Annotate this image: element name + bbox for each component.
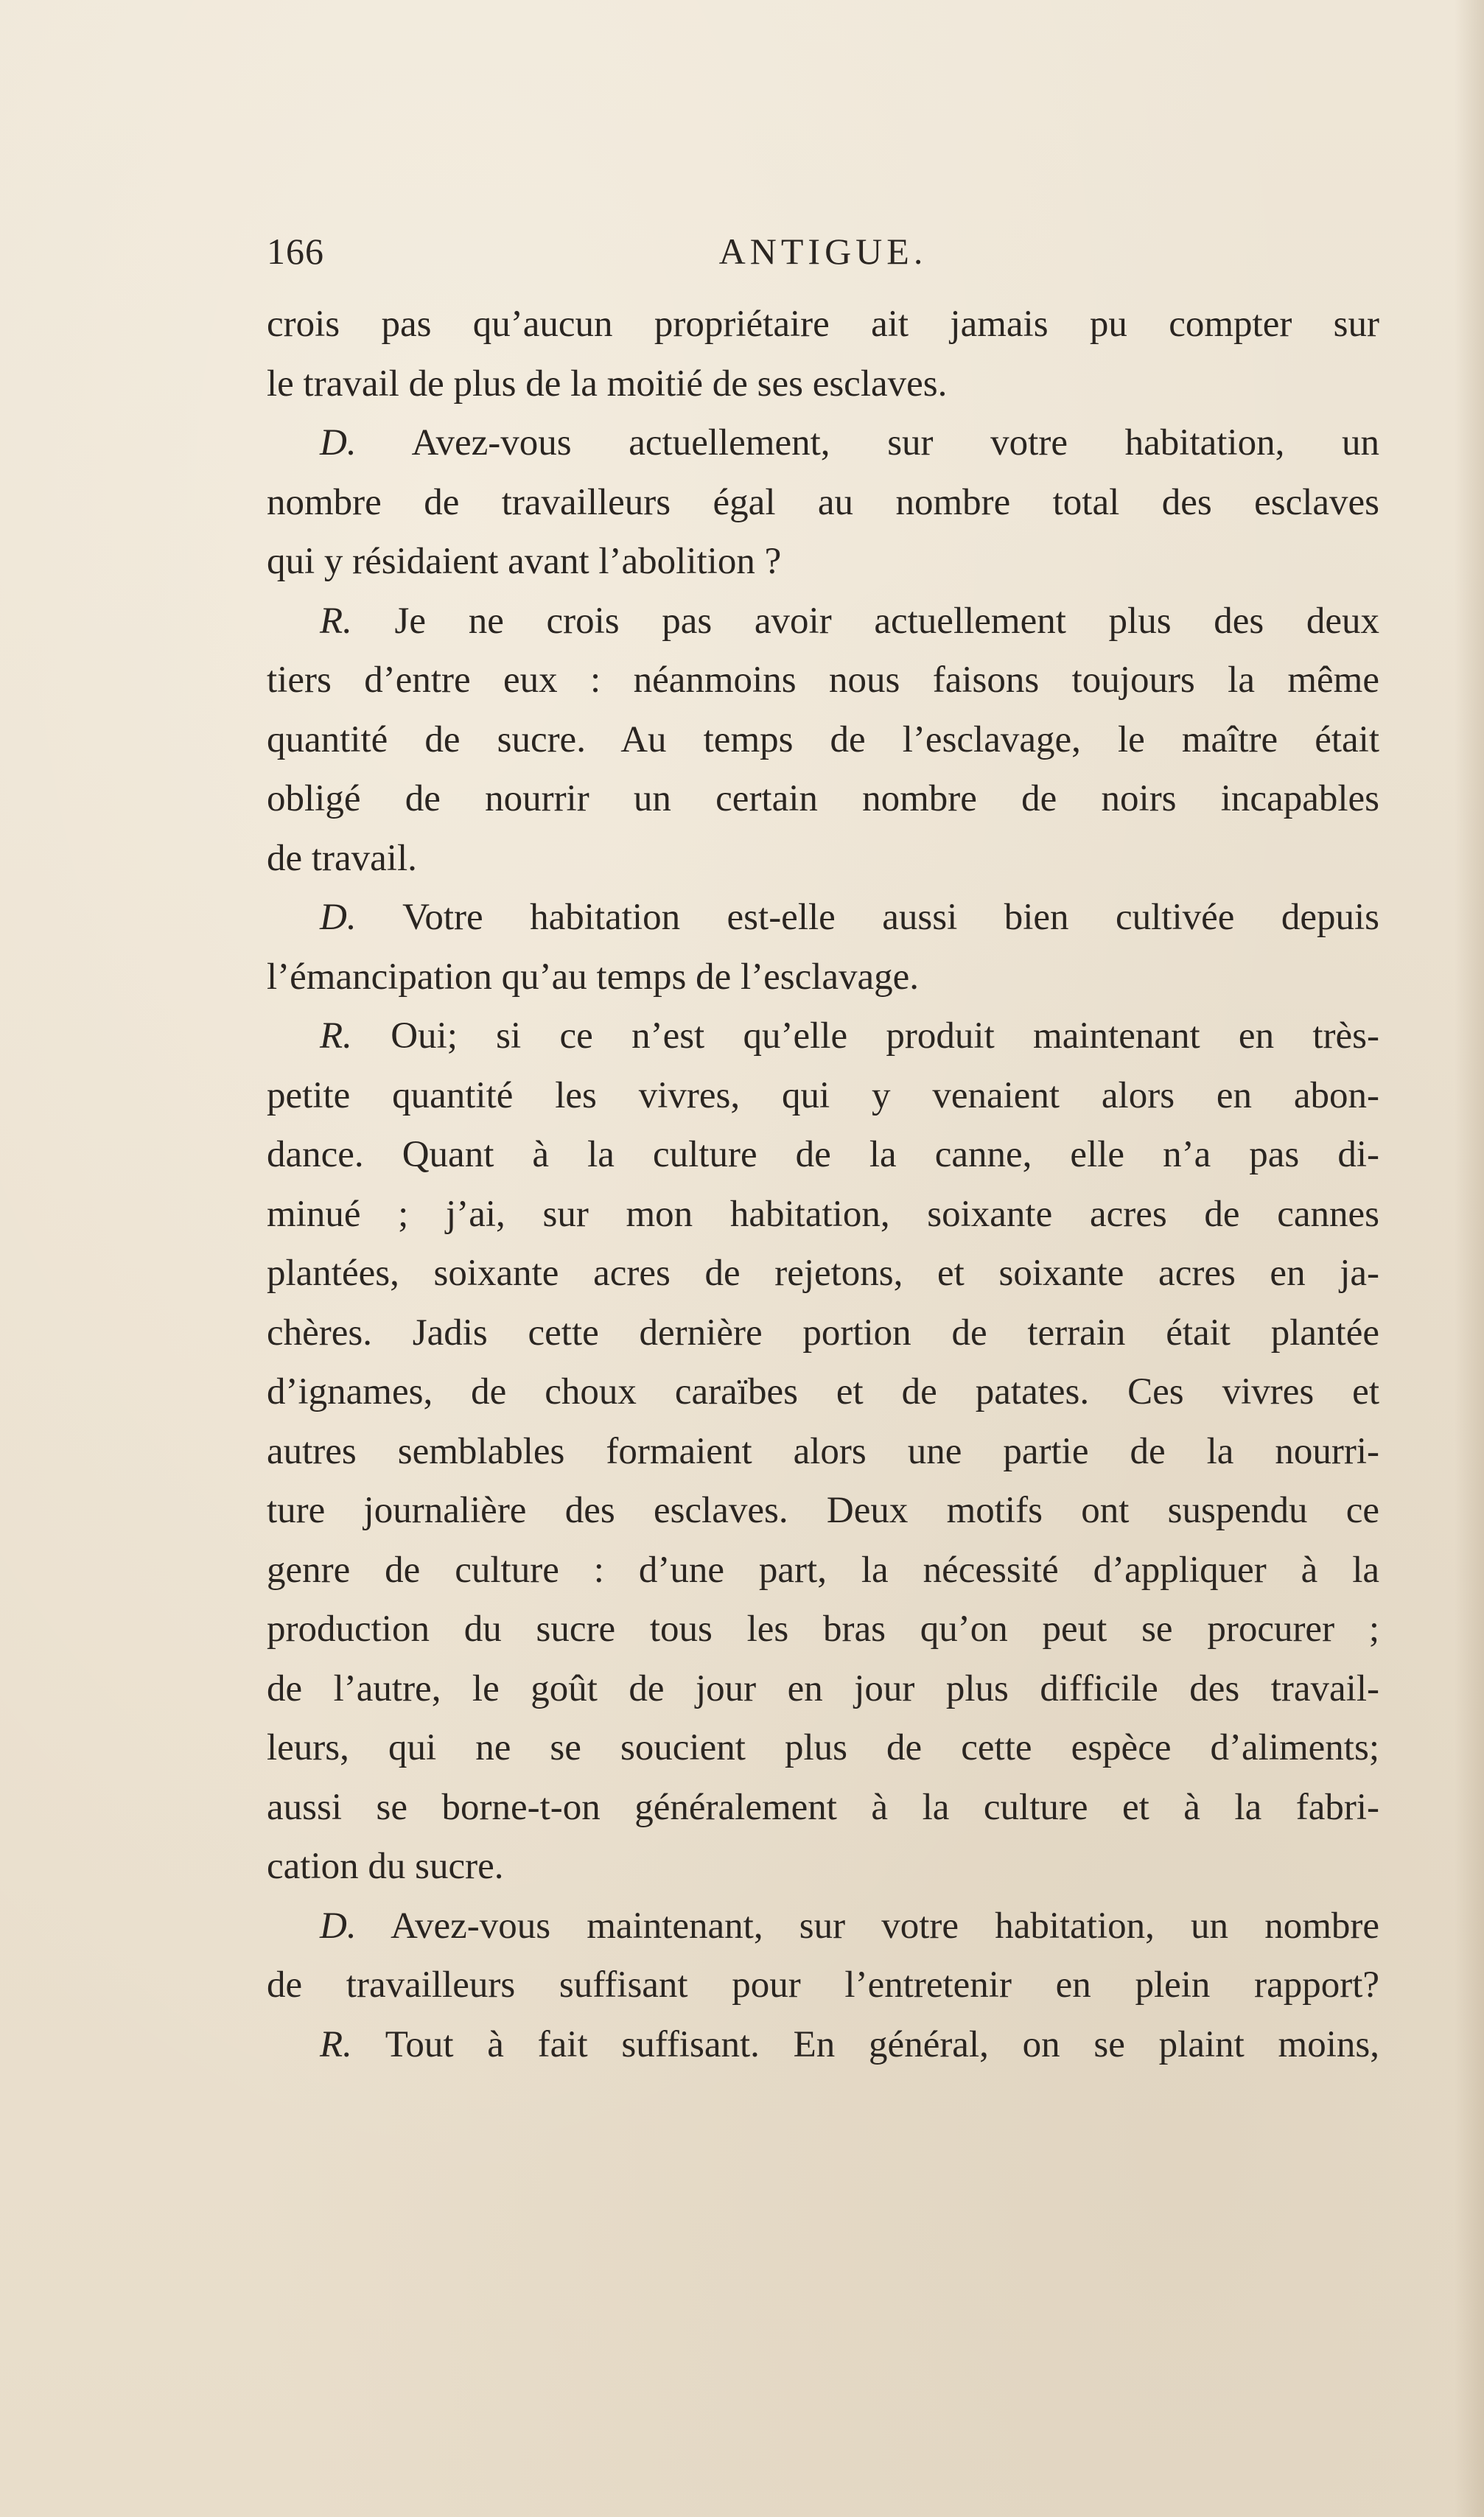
line-text: chères. Jadis cette dernière portion de terrain était plantée (267, 1312, 1379, 1354)
line-text: le travail de plus de la moitié de ses esclaves. (267, 363, 948, 405)
text-line (267, 354, 1379, 414)
text-line (267, 1956, 1379, 2015)
line-text: Je ne crois pas avoir actuellement plus des deux (351, 600, 1379, 642)
line-text: d’ignames, de choux caraïbes et de patates. Ces vivres et (267, 1371, 1379, 1412)
line-text: crois pas qu’aucun propriétaire ait jamais pu compter sur (267, 304, 1379, 345)
line-text: minué ; j’ai, sur mon habitation, soixante acres de cannes (267, 1193, 1379, 1235)
page-edge-shadow (1455, 0, 1484, 2517)
text-line (267, 1778, 1379, 1838)
text-line (267, 295, 1379, 354)
speaker-label: D. (320, 1905, 357, 1947)
text-line (267, 1600, 1379, 1659)
line-text: Oui; si ce n’est qu’elle produit maintenant en très- (351, 1015, 1379, 1057)
line-text: cation du sucre. (267, 1846, 504, 1887)
text-line (267, 1185, 1379, 1245)
body-text (267, 295, 1379, 2074)
text-line (267, 473, 1379, 533)
text-line (267, 1837, 1379, 1897)
text-line (267, 1007, 1379, 1066)
line-text: Avez-vous maintenant, sur votre habitation, un nombre (356, 1905, 1379, 1947)
text-line (267, 1125, 1379, 1185)
text-line (267, 829, 1379, 889)
text-line (267, 948, 1379, 1007)
text-line (267, 1303, 1379, 1363)
line-text: petite quantité les vivres, qui y venaient alors en abon- (267, 1074, 1379, 1116)
speaker-label: R. (320, 2023, 352, 2065)
text-line (267, 1362, 1379, 1422)
text-line (267, 888, 1379, 948)
line-text: plantées, soixante acres de rejetons, et soixante acres en ja- (267, 1253, 1379, 1294)
text-line (267, 1244, 1379, 1303)
line-text: nombre de travailleurs égal au nombre total des esclaves (267, 481, 1379, 523)
text-line (267, 769, 1379, 829)
speaker-label: D. (320, 897, 357, 938)
running-head (267, 230, 1379, 281)
text-line (267, 651, 1379, 710)
line-text: dance. Quant à la culture de la canne, elle n’a pas di- (267, 1134, 1379, 1175)
text-line (267, 1897, 1379, 1956)
line-text: production du sucre tous les bras qu’on peut se procurer ; (267, 1608, 1379, 1650)
speaker-label: R. (320, 1015, 352, 1057)
line-text: autres semblables formaient alors une partie de la nourri- (267, 1430, 1379, 1472)
line-text: genre de culture : d’une part, la nécessité d’appliquer à la (267, 1549, 1379, 1591)
text-line (267, 1541, 1379, 1600)
line-text: tiers d’entre eux : néanmoins nous faisons toujours la même (267, 659, 1379, 701)
line-text: obligé de nourrir un certain nombre de noirs incapables (267, 778, 1379, 819)
text-line (267, 413, 1379, 473)
line-text: l’émancipation qu’au temps de l’esclavage. (267, 956, 920, 998)
line-text: ture journalière des esclaves. Deux motifs ont suspendu ce (267, 1490, 1379, 1531)
line-text: de travailleurs suffisant pour l’entretenir en plein rapport? (267, 1964, 1379, 2006)
line-text: de l’autre, le goût de jour en jour plus difficile des travail- (267, 1667, 1379, 1709)
text-line (267, 592, 1379, 651)
line-text: de travail. (267, 837, 417, 879)
text-line (267, 2015, 1379, 2075)
line-text: qui y résidaient avant l’abolition ? (267, 541, 782, 582)
line-text: aussi se borne-t-on généralement à la culture et à la fabri- (267, 1786, 1379, 1828)
line-text: Tout à fait suffisant. En général, on se plaint moins, (351, 2023, 1379, 2065)
speaker-label: D. (320, 422, 357, 463)
text-line (267, 1066, 1379, 1126)
running-title: ANTIGUE. (718, 231, 928, 272)
text-line (267, 1422, 1379, 1482)
speaker-label: R. (320, 600, 352, 642)
line-text: leurs, qui ne se soucient plus de cette espèce d’aliments; (267, 1727, 1379, 1768)
line-text: Votre habitation est-elle aussi bien cultivée depuis (356, 897, 1379, 938)
text-line (267, 1718, 1379, 1778)
page-number: 166 (267, 231, 324, 272)
text-line (267, 710, 1379, 770)
line-text: quantité de sucre. Au temps de l’esclavage, le maître était (267, 718, 1379, 760)
text-line (267, 1659, 1379, 1719)
line-text: Avez-vous actuellement, sur votre habitation, un (356, 422, 1379, 463)
text-line (267, 1481, 1379, 1541)
text-line (267, 532, 1379, 592)
